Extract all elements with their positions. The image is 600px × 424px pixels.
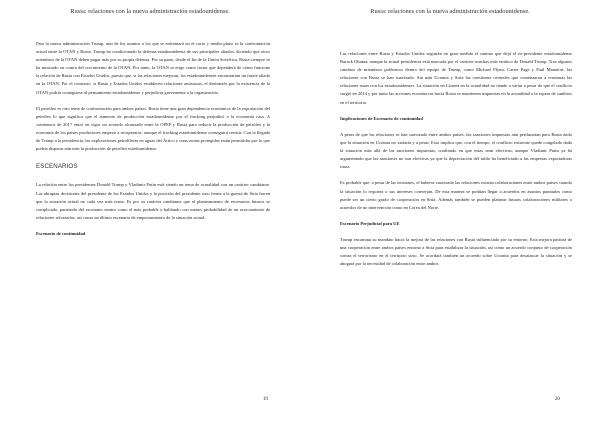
subheading: Escenario de continuidad bbox=[36, 230, 86, 236]
paragraph: Las relaciones entre Rusia y Estados Unidos seguirán en gran medida el camino que dejó el ex-presidente estadounidense Barack Obama, aunque la actual presidencia está marcada por el carácter muchas más errático de Donald Trump. Tras algunos cambios de miembros polémicos dentro del equipo de Trump, como Michael Flynn, Carter Page y Paul Manafort, las relaciones con Rusia se han suavizado. Sin más Ucrania y Siria las cuestiones centrales que comenzaron a tensionar las relaciones rusas con los estadounidenses. La situación en Crimea en la actualidad no tiende a variar a pesar de que el conflicto surgió en 2014 y por tanto las acciones económicas hacia Rusia se mantienen impuestas en la actualidad a la espera de cambios en el territorio. bbox=[340, 51, 572, 105]
page-number: 19 bbox=[262, 396, 268, 402]
paragraph: Es probable que, a pesar de las tensiones, el haberse suavizado las relaciones existan colaboraciones entre ambos países cuando la situación lo requiera o sus intereses converjan. De esta manera se podrían llegar a acuerdos en asuntos puntuales como puede ser un cierto grado de cooperación en Siria. Además también se pueden plantear futuras colaboraciones militares o acuerdos de no intervención como en Corea del Norte. bbox=[340, 180, 572, 210]
subheading: Escenario Perjudicial para UE bbox=[340, 220, 400, 226]
running-head: Rusia: relaciones con la nueva administración estadounidense. bbox=[370, 8, 530, 15]
paragraph: Para la nueva administración Trump, uno de los asuntos a los que se enfrentará en el corto y medio plazo es la confrontación actual entre la OTAN y Rusia. Trump ha condicionado la defensa estadounidense de sus principales aliados, diciendo que otros miembros de la OTAN deben pagar más por su propia defensa. Por su parte, desde el fin de la Unión Soviética, Rusia siempre se ha mostrado en contra del crecimiento de la OTAN. Por tanto, la OTAN se erige como factor que dependerá de cómo funcione la relación de Rusia con Estados Unidos, puesto que, si las relaciones mejoran, los estadounidenses encontrarían un fuerte aliado en la OTAN. Por el contrario, si Rusia y Estados Unidos establecen relaciones amistosas, el desinterés por la existencia de la OTAN podría contagiarse al pensamiento estadounidense y perjudicar gravemente a la organización. bbox=[36, 41, 270, 95]
paragraph: A pesar de que las relaciones se han suavizado entre ambos países, las sanciones impuestas aún perdurarían para Rusia dado que la situación en Ucrania no variaría y a pesar. Esto implica que, con el tiempo, el conflicto existente quede congelado dada la situación más allá de las sanciones impuestas, confiando en que estas sean efectivas, aunque Vladimir Putin ya ha argumentado que las sanciones no son efectivas ya que la depreciación del rublo ha beneficiado a las empresas exportadoras rusas. bbox=[340, 131, 572, 170]
paragraph: La relación entre los presidentes Donald Trump y Vladimir Putin está siendo un tema de actualidad con un carácter cambiante. Las abruptas decisiones del presidente de los Estados Unidos y la posición del presidente ruso frente a la guerra de Siria hacen que la situación actual no cada vez más tensa. Es por su carácter cambiante que el planteamiento de escenarios futuros se complicado, partiendo del escenario neutro como el más probable y hablando con menos probabilidad de un acercamiento de relaciones reforzadas, así como un último escenario de empeoramiento de la situación actual. bbox=[36, 182, 270, 220]
right-body-text bbox=[340, 50, 572, 276]
paragraph: El petróleo es otro tema de confrontación para ambos países. Rusia tiene una gran dependencia económica de la exportación del petróleo lo que significa que el aumento de producción estadounidense por el fracking perjudicó a la economía rusa. A comienzos de 2017 entró en vigor un acuerdo alcanzado entre la OPEP y Rusia para reducir la producción de petróleo y la economía de los países productores empezó a recuperarse, aunque el fracking estadounidense conseguirá resistir. Con la llegada de Trump a la presidencia, las explotaciones petrolíferas en aguas del Ártico y otras zonas protegidas están permitidas por lo que podría disparar aún más la producción de petróleo estadounidense. bbox=[36, 105, 270, 152]
left-body-text bbox=[36, 40, 270, 246]
paragraph: Trump encamina su mandato hacia la mejora de las relaciones con Rusia influenciado por su entorno. Esta mejora partiría de una cooperación entre ambos países entorno a Siria para estabilizar la situación, así como un acuerdo conjunto de cooperación contra el terrorismo en el territorio sirio. Se acordará también un acuerdo sobre Ucrania para desatascar la situación y se abogará por la necesidad de colaboración entre ambos bbox=[340, 236, 572, 267]
running-head: Rusia: relaciones con la nueva administración estadounidense. bbox=[70, 8, 230, 15]
section-heading: ESCENARIOS bbox=[36, 163, 78, 171]
subheading: Implicaciones de Escenario de continuidad bbox=[340, 115, 423, 121]
page-number: 20 bbox=[554, 396, 560, 402]
right-page bbox=[300, 0, 600, 424]
